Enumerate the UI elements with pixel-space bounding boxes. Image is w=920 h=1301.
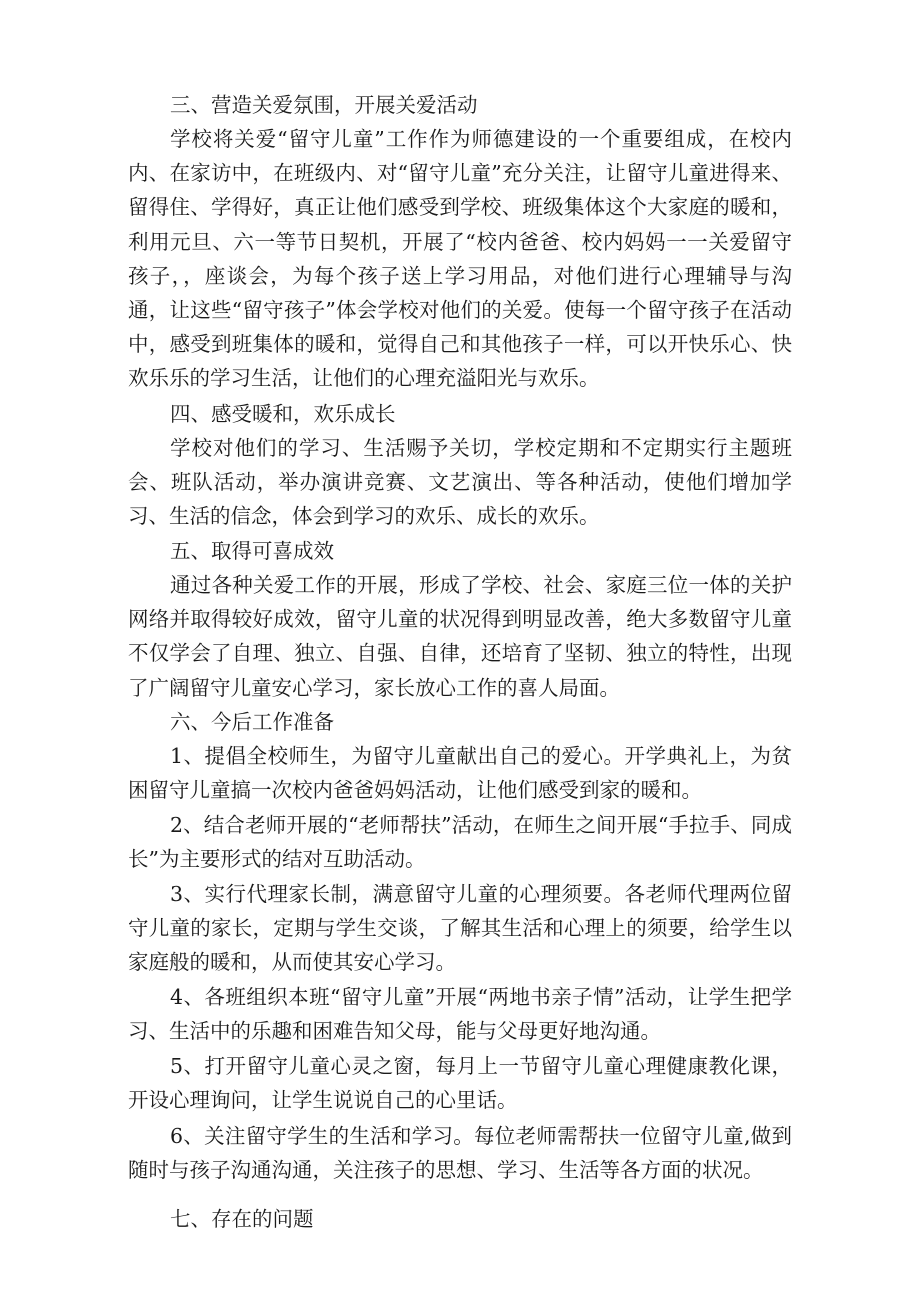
paragraph: 通过各种关爱工作的开展，形成了学校、社会、家庭三位一体的关护网络并取得较好成效，留守儿童的状况得到明显改善，绝大多数留守儿童不仅学会了自理、独立、自强、自律，还培育了坚韧、独立的特性，出现了广阔留守儿童安心学习，家长放心工作的喜人局面。 (128, 573, 792, 700)
list-item-4: 4、各班组织本班“留守儿童”开展“两地书亲子情”活动，让学生把学习、生活中的乐趣和困难告知父母，能与父母更好地沟通。 (128, 985, 792, 1044)
section-heading-6: 六、今后工作准备 (170, 710, 334, 734)
list-item-1: 1、提倡全校师生，为留守儿童献出自己的爱心。开学典礼上，为贫困留守儿童搞一次校内爸爸妈妈活动，让他们感受到家的暖和。 (128, 744, 792, 803)
paragraph: 学校对他们的学习、生活赐予关切，学校定期和不定期实行主题班会、班队活动，举办演讲竞赛、文艺演出、等各种活动，使他们增加学习、生活的信念，体会到学习的欢乐、成长的欢乐。 (128, 436, 792, 529)
paragraph: 学校将关爱“留守儿童”工作作为师德建设的一个重要组成，在校内内、在家访中，在班级内、对“留守儿童”充分关注，让留守儿童进得来、留得住、学得好，真正让他们感受到学校、班级集体这个大家庭的暖和，利用元旦、六一等节日契机，开展了“校内爸爸、校内妈妈一一关爱留守孩子，，座谈会，为每个孩子送上学习用品，对他们进行心理辅导与沟通，让这些“留守孩子”体会学校对他们的关爱。使每一个留守孩子在活动中，感受到班集体的暖和，觉得自己和其他孩子一样，可以开快乐心、快欢乐乐的学习生活，让他们的心理充溢阳光与欢乐。 (128, 127, 792, 391)
section-heading-5: 五、取得可喜成效 (170, 539, 334, 563)
list-item-6: 6、关注留守学生的生活和学习。每位老师需帮扶一位留守儿童,做到随时与孩子沟通沟通，关注孩子的思想、学习、生活等各方面的状况。 (128, 1124, 792, 1183)
list-item-3: 3、实行代理家长制，满意留守儿童的心理须要。各老师代理两位留守儿童的家长，定期与学生交谈，了解其生活和心理上的须要，给学生以家庭般的暖和，从而使其安心学习。 (128, 882, 792, 975)
section-heading-3: 三、营造关爱氛围，开展关爱活动 (170, 93, 478, 117)
section-heading-4: 四、感受暖和，欢乐成长 (170, 402, 396, 426)
list-item-5: 5、打开留守儿童心灵之窗，每月上一节留守儿童心理健康教化课，开设心理询问，让学生说说自己的心里话。 (128, 1054, 792, 1113)
list-item-2: 2、结合老师开展的“老师帮扶”活动，在师生之间开展“手拉手、同成长”为主要形式的结对互助活动。 (128, 813, 792, 872)
section-heading-7: 七、存在的问题 (170, 1207, 314, 1231)
